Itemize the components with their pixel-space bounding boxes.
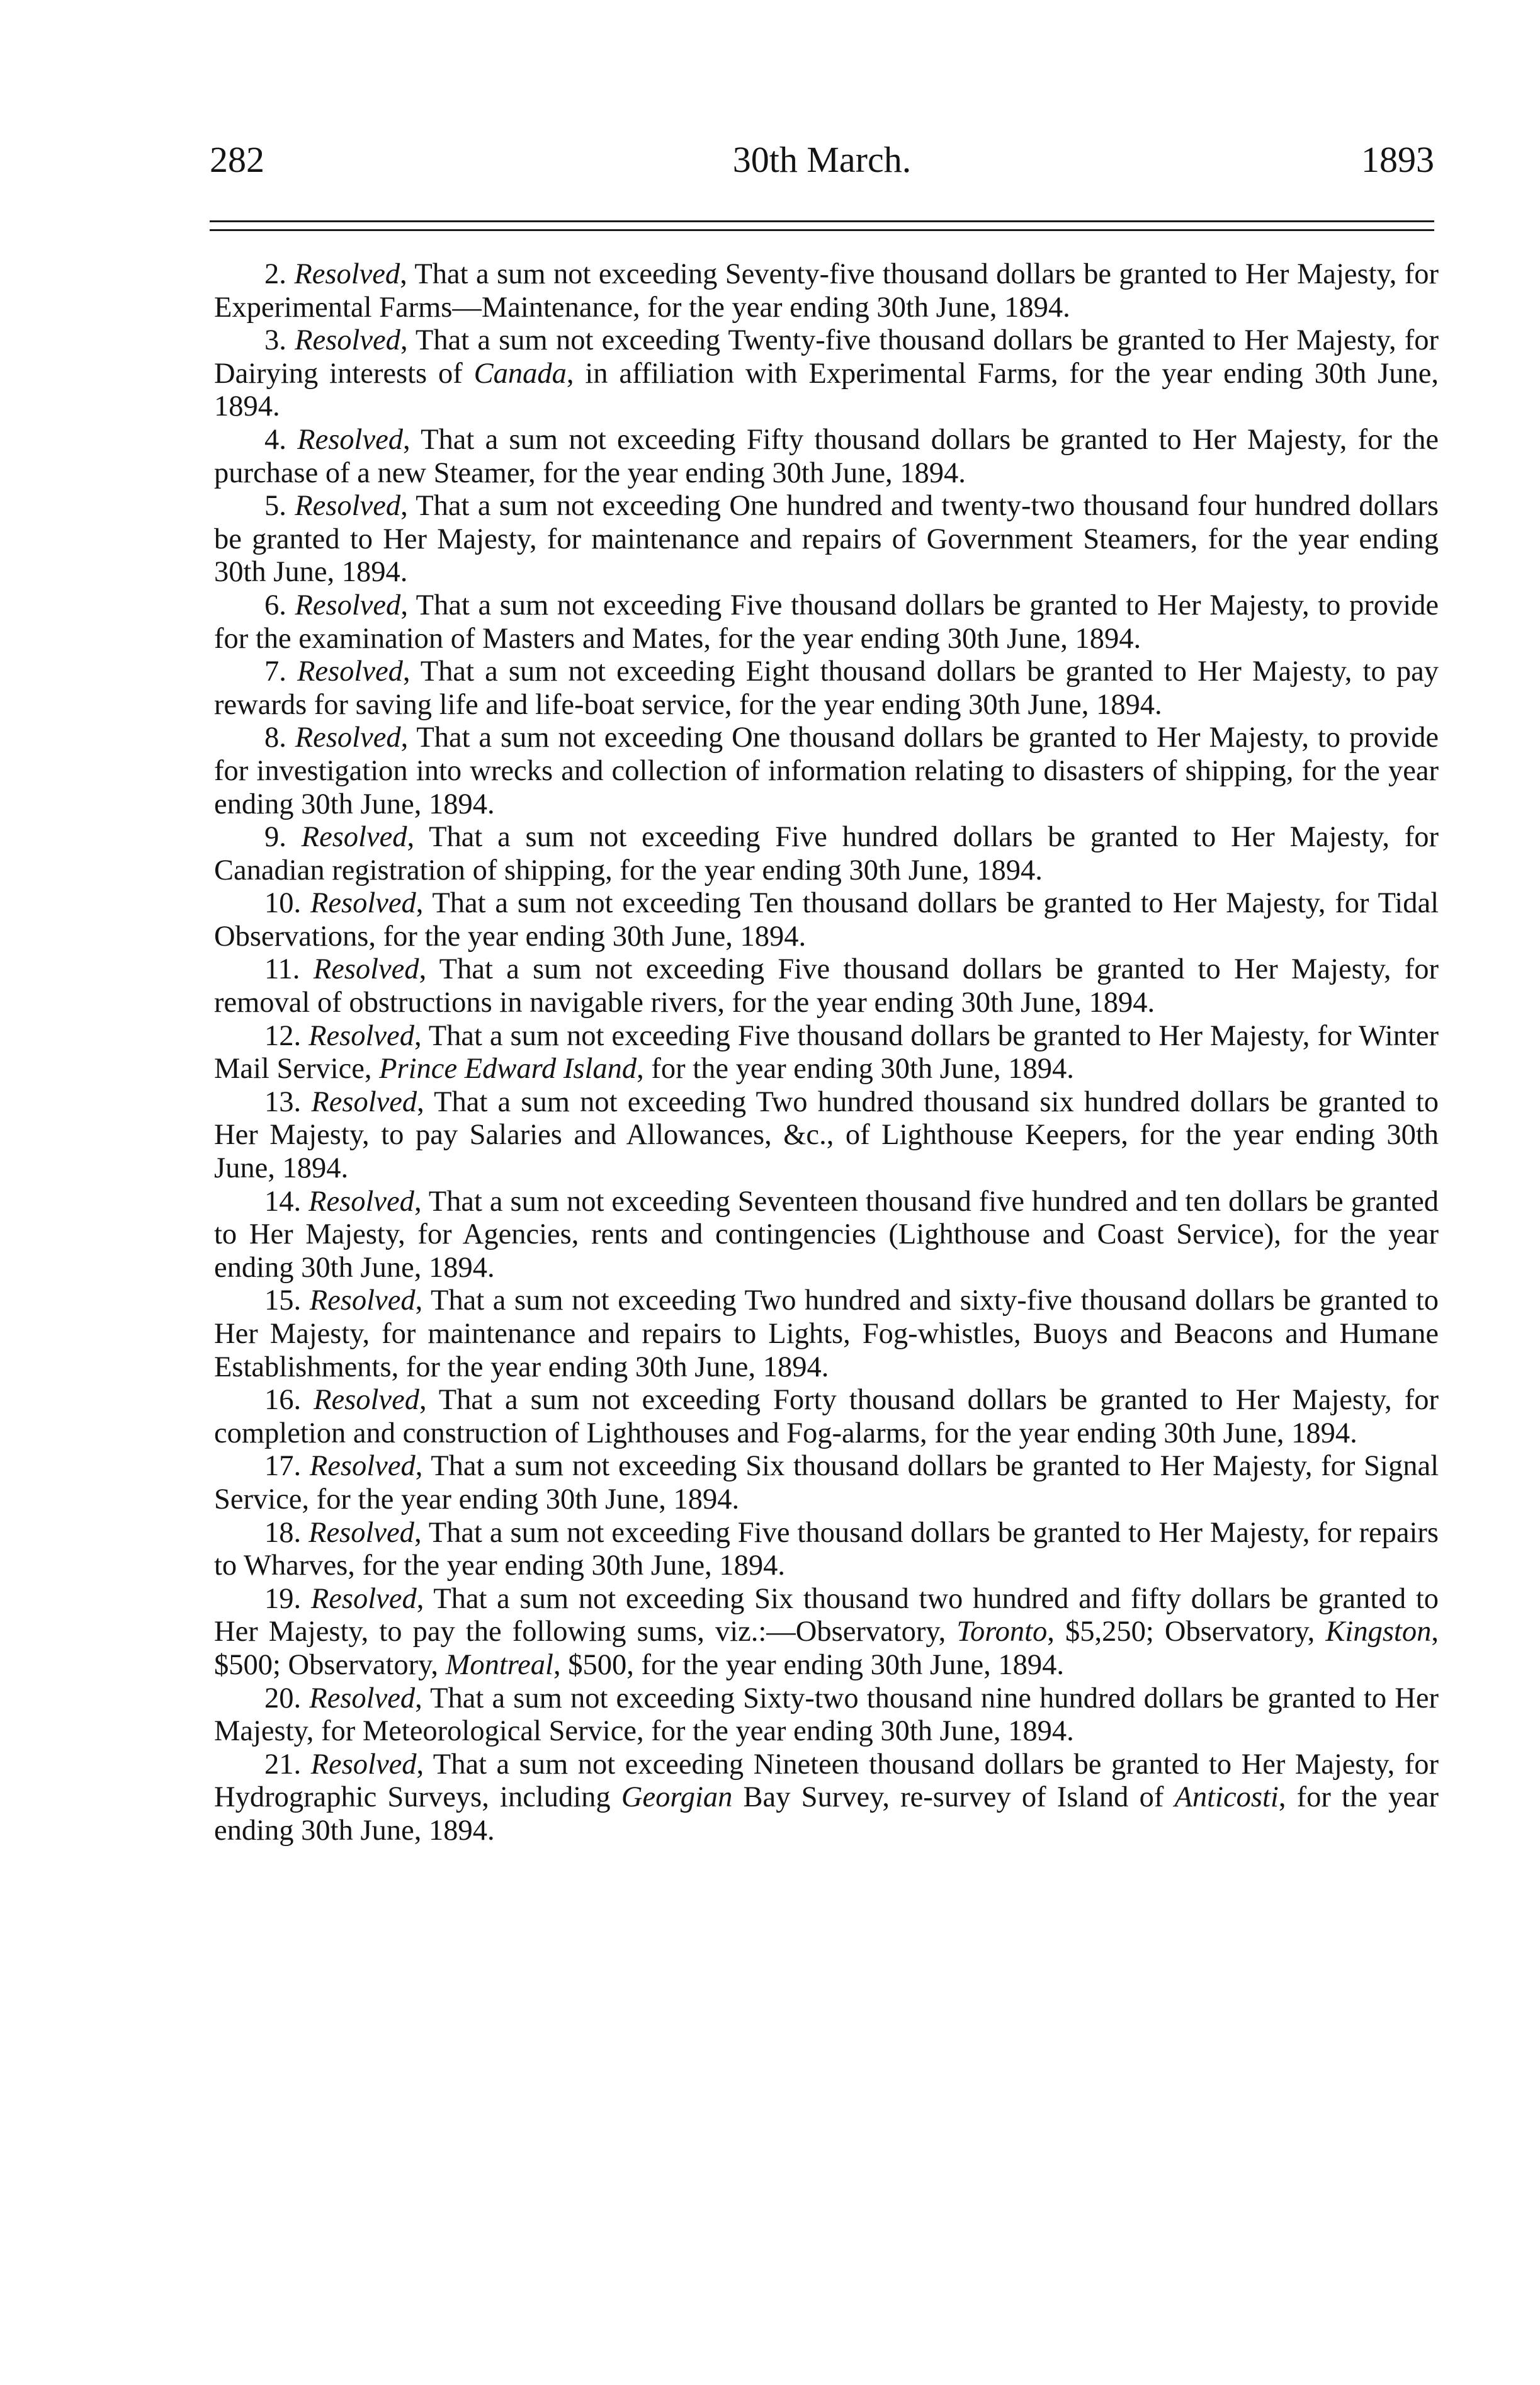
- page-number: 282: [210, 139, 264, 180]
- italic-text: Resolved: [297, 423, 404, 456]
- resolution-text: , That a sum not exceeding Seventeen thousand five hundred and ten dollars be granted to Her Majesty, for Agencies, rents and contingencies (Lighthouse and Coast Service), for the year ending 30th June, 1894.: [214, 1185, 1439, 1284]
- italic-text: Resolved: [310, 1748, 417, 1781]
- resolution-paragraph: [214, 490, 1439, 589]
- italic-text: Resolved: [309, 1450, 416, 1483]
- resolution-text: , for the year ending 30th June, 1894.: [637, 1053, 1074, 1085]
- resolution-text: 8.: [264, 722, 295, 754]
- italic-text: Prince Edward Island: [379, 1053, 637, 1085]
- resolution-paragraph: [214, 1682, 1439, 1748]
- italic-text: Resolved: [310, 1582, 417, 1615]
- resolution-paragraph: [214, 655, 1439, 722]
- resolution-paragraph: [214, 821, 1439, 887]
- resolution-text: 12.: [264, 1019, 309, 1052]
- resolution-text: , That a sum not exceeding Twenty-five thousand dollars be granted to Her Majesty, for Dairying interests of: [214, 324, 1439, 390]
- resolution-text: , That a sum not exceeding Eight thousand dollars be granted to Her Majesty, to pay rewards for saving life and life-boat service, for the year ending 30th June, 1894.: [214, 655, 1439, 721]
- italic-text: Resolved: [314, 1384, 419, 1417]
- resolution-paragraph: [214, 722, 1439, 821]
- resolution-text: 18.: [264, 1516, 309, 1549]
- resolution-text: , That a sum not exceeding One hundred and twenty-two thousand four hundred dollars be granted to Her Majesty, for maintenance and repairs of Government Steamers, for the year ending 30th June, 1894.: [214, 490, 1439, 589]
- italic-text: Montreal: [445, 1648, 553, 1681]
- italic-text: Resolved: [311, 1085, 417, 1118]
- resolution-text: 9.: [264, 821, 302, 854]
- italic-text: Resolved: [309, 1682, 416, 1714]
- resolution-text: , That a sum not exceeding Five thousand dollars be granted to Her Majesty, for repairs to Wharves, for the year ending 30th June, 1894.: [214, 1516, 1439, 1582]
- resolution-paragraph: [214, 1020, 1439, 1086]
- resolution-text: , That a sum not exceeding Forty thousand dollars be granted to Her Majesty, for completion and construction of Lighthouses and Fog-alarms, for the year ending 30th June, 1894.: [214, 1384, 1439, 1449]
- resolution-text: , That a sum not exceeding Ten thousand dollars be granted to Her Majesty, for Tidal Observations, for the year ending 30th June, 1894.: [214, 887, 1439, 953]
- resolution-paragraph: [214, 1086, 1439, 1186]
- resolution-text: , That a sum not exceeding Six thousand two hundred and fifty dollars be granted to Her Majesty, to pay the following sums, viz.:—Observatory,: [214, 1582, 1439, 1648]
- resolution-text: Bay Survey, re-survey of Island of: [732, 1781, 1175, 1814]
- italic-text: Resolved: [309, 1185, 414, 1218]
- resolution-paragraph: [214, 1583, 1439, 1682]
- resolution-text: 10.: [264, 887, 310, 920]
- header-rule-lower: [210, 229, 1434, 231]
- italic-text: Resolved: [295, 490, 401, 523]
- resolution-paragraph: [214, 953, 1439, 1019]
- resolution-text: 4.: [264, 423, 298, 456]
- resolution-text: 16.: [264, 1384, 314, 1417]
- resolution-text: 17.: [264, 1450, 310, 1483]
- italic-text: Resolved: [295, 324, 400, 357]
- resolution-text: 13.: [264, 1085, 312, 1118]
- italic-text: Resolved: [309, 1019, 414, 1052]
- page-header: [210, 135, 1434, 185]
- resolution-text: , That a sum not exceeding Six thousand dollars be granted to Her Majesty, for Signal Service, for the year ending 30th June, 1894.: [214, 1450, 1439, 1515]
- resolution-text: , That a sum not exceeding Two hundred thousand six hundred dollars be granted to Her Majesty, to pay Salaries and Allowances, &c., of Lighthouse Keepers, for the year ending 30th June, 1894.: [214, 1085, 1439, 1185]
- resolution-text: 19.: [264, 1582, 311, 1615]
- resolution-text: , That a sum not exceeding Two hundred and sixty-five thousand dollars be granted to Her Majesty, for maintenance and repairs to Lights, Fog-whistles, Buoys and Beacons and Humane Establishments, for the year ending 30th June, 1894.: [214, 1284, 1439, 1383]
- resolution-text: 21.: [264, 1748, 311, 1781]
- resolution-paragraph: [214, 589, 1439, 655]
- header-year: 1893: [1361, 139, 1434, 180]
- resolution-paragraph: [214, 1450, 1439, 1516]
- italic-text: Canada: [473, 357, 567, 390]
- resolution-text: , That a sum not exceeding Five thousand dollars be granted to Her Majesty, for removal of obstructions in navigable rivers, for the year ending 30th June, 1894.: [214, 953, 1439, 1019]
- resolution-text: , $500, for the year ending 30th June, 1894.: [553, 1648, 1064, 1681]
- italic-text: Anticosti: [1174, 1781, 1279, 1814]
- resolution-text: , That a sum not exceeding Seventy-five thousand dollars be granted to Her Majesty, for Experimental Farms—Maintenance, for the year ending 30th June, 1894.: [214, 258, 1439, 324]
- resolution-text: 2.: [264, 258, 295, 290]
- italic-text: Resolved: [313, 953, 419, 986]
- resolution-paragraph: [214, 1748, 1439, 1848]
- resolution-paragraph: [214, 1384, 1439, 1450]
- italic-text: Toronto: [956, 1616, 1048, 1648]
- resolution-text: , for the year ending 30th June, 1894.: [214, 1781, 1439, 1847]
- resolution-text: 5.: [264, 490, 295, 523]
- resolution-paragraph: [214, 258, 1439, 324]
- italic-text: Resolved: [309, 1516, 414, 1549]
- resolution-text: , $5,250; Observatory,: [1047, 1616, 1326, 1648]
- italic-text: Resolved: [310, 887, 416, 920]
- italic-text: Georgian: [621, 1781, 733, 1814]
- italic-text: Resolved: [295, 589, 401, 621]
- resolution-text: 15.: [264, 1284, 310, 1317]
- resolution-text: , That a sum not exceeding Fifty thousand dollars be granted to Her Majesty, for the purchase of a new Steamer, for the year ending 30th June, 1894.: [214, 423, 1439, 489]
- resolution-paragraph: [214, 887, 1439, 953]
- resolution-text: , That a sum not exceeding One thousand dollars be granted to Her Majesty, to provide for investigation into wrecks and collection of information relating to disasters of shipping, for the year ending 30th June, 1894.: [214, 722, 1439, 820]
- italic-text: Resolved: [309, 1284, 416, 1317]
- resolution-text: 14.: [264, 1185, 309, 1218]
- italic-text: Resolved: [297, 655, 403, 688]
- running-title: 30th March.: [732, 139, 912, 180]
- resolution-text: 11.: [264, 953, 314, 986]
- resolution-text: , That a sum not exceeding Five hundred dollars be granted to Her Majesty, for Canadian registration of shipping, for the year ending 30th June, 1894.: [214, 821, 1439, 887]
- italic-text: Resolved: [294, 258, 400, 290]
- italic-text: Resolved: [301, 821, 407, 854]
- resolution-text: , That a sum not exceeding Nineteen thousand dollars be granted to Her Majesty, for Hydrographic Surveys, including: [214, 1748, 1439, 1814]
- resolution-text: , That a sum not exceeding Sixty-two thousand nine hundred dollars be granted to Her Majesty, for Meteorological Service, for the year ending 30th June, 1894.: [214, 1682, 1439, 1748]
- resolution-text: , That a sum not exceeding Five thousand dollars be granted to Her Majesty, for Winter Mail Service,: [214, 1019, 1439, 1085]
- resolutions-list: [214, 258, 1439, 1848]
- resolution-text: 6.: [264, 589, 295, 621]
- header-rule-upper: [210, 220, 1434, 222]
- resolution-paragraph: [214, 1186, 1439, 1285]
- resolution-text: , $500; Observatory,: [214, 1616, 1439, 1681]
- resolution-text: , in affiliation with Experimental Farms, for the year ending 30th June, 1894.: [214, 357, 1439, 423]
- resolution-text: 20.: [264, 1682, 310, 1714]
- resolution-text: 3.: [264, 324, 295, 357]
- italic-text: Kingston: [1325, 1616, 1432, 1648]
- resolution-text: , That a sum not exceeding Five thousand dollars be granted to Her Majesty, to provide for the examination of Masters and Mates, for the year ending 30th June, 1894.: [214, 589, 1439, 655]
- resolution-paragraph: [214, 324, 1439, 424]
- resolution-text: 7.: [264, 655, 298, 688]
- resolution-paragraph: [214, 1284, 1439, 1384]
- resolution-paragraph: [214, 1517, 1439, 1583]
- italic-text: Resolved: [295, 722, 401, 754]
- resolution-paragraph: [214, 424, 1439, 490]
